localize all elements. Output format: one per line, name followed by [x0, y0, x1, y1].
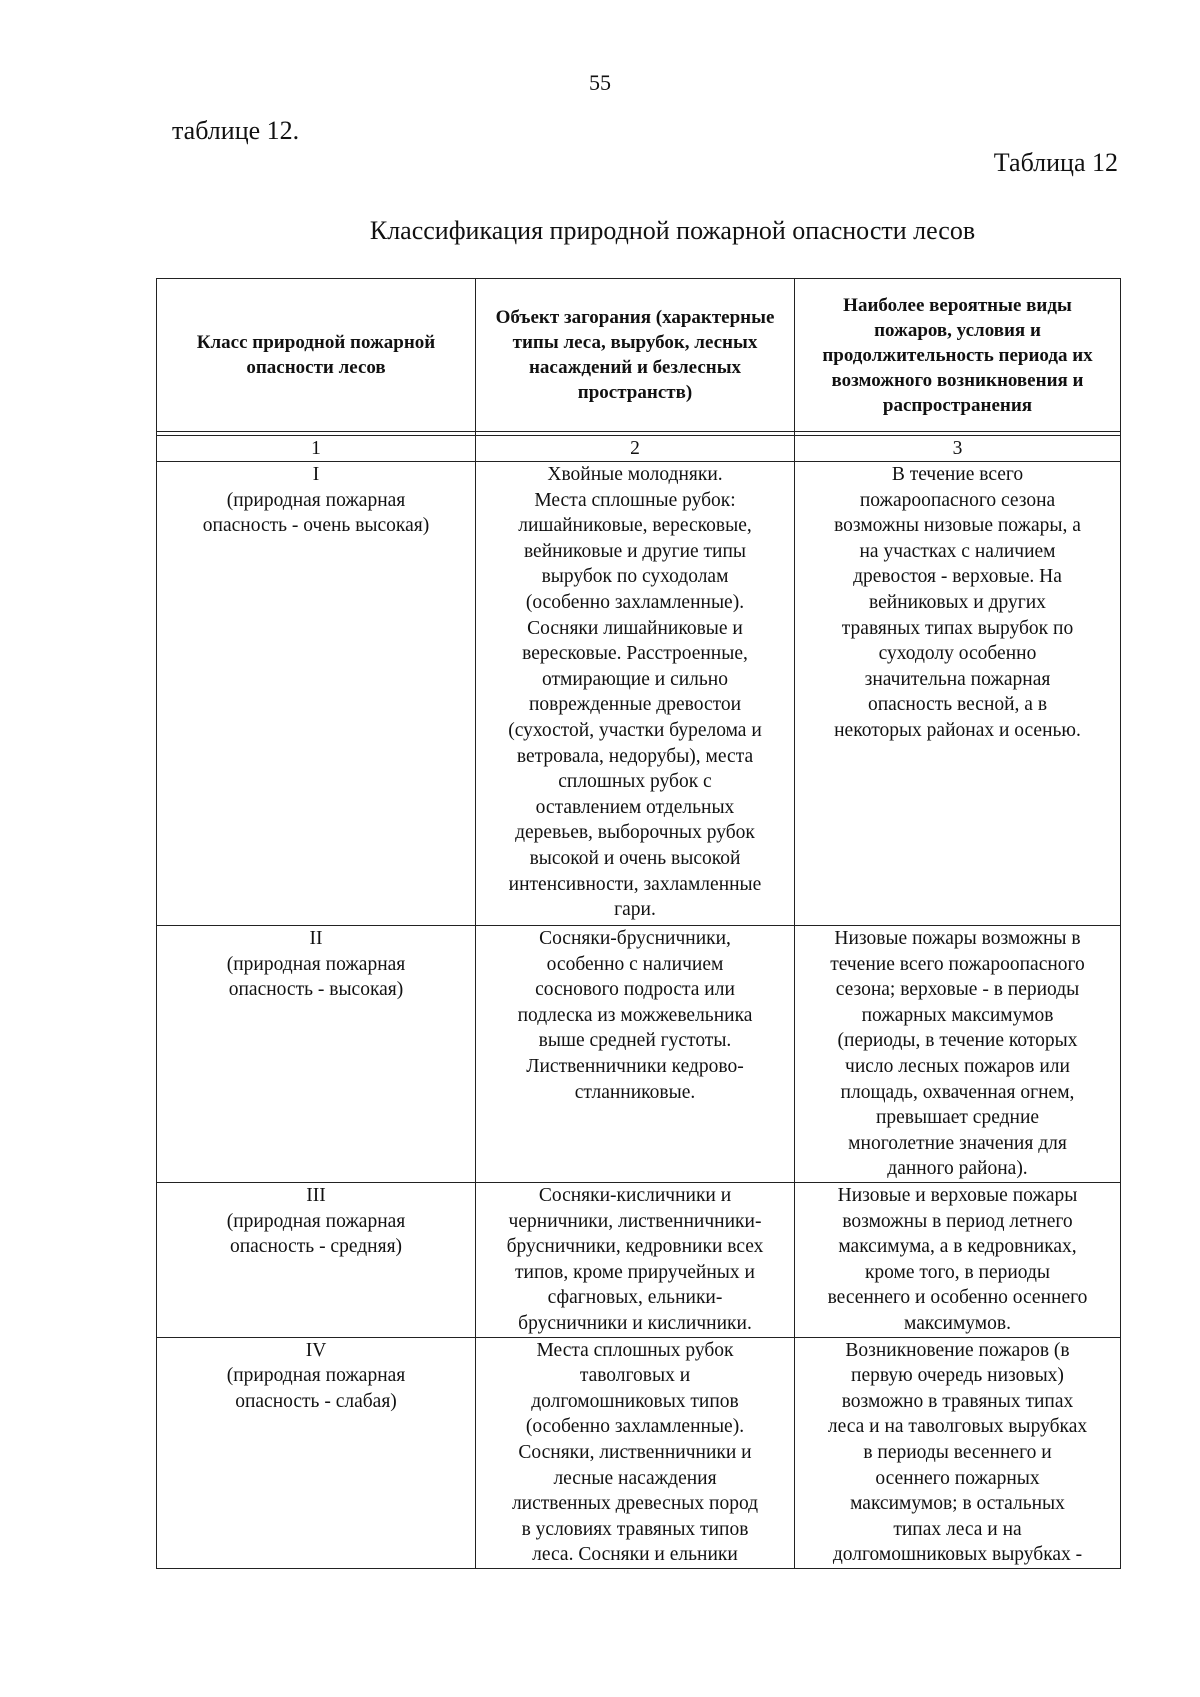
- cell-line: Сосняки лишайниковые и: [527, 617, 743, 639]
- cell-line: травяных типах вырубок по: [841, 617, 1074, 639]
- cell-line: число лесных пожаров или: [845, 1055, 1070, 1077]
- cell-line: леса. Сосняки и ельники: [532, 1544, 738, 1566]
- cell-line: Лиственничники кедрово-: [526, 1055, 744, 1077]
- cell-line: Низовые и верховые пожары: [837, 1185, 1078, 1206]
- cell-line: первую очередь низовых): [851, 1365, 1064, 1387]
- class-cell: [157, 1183, 476, 1338]
- cell-line: (особенно захламленные).: [525, 1416, 745, 1438]
- cell-line: возможны в период летнего: [842, 1210, 1073, 1232]
- cell-line: поврежденные древостои: [528, 694, 742, 716]
- table-row: [157, 1183, 1121, 1338]
- table-title: Классификация природной пожарной опасности лесов: [369, 216, 976, 245]
- fire-danger-table: [156, 278, 1121, 1569]
- cell-line: опасность - высокая): [228, 979, 404, 1001]
- column-numbers-row: [157, 436, 1121, 462]
- cell-line: выше средней густоты.: [538, 1030, 732, 1052]
- object-cell: [476, 462, 795, 926]
- cell-line: пожарных максимумов: [861, 1004, 1054, 1026]
- cell-line: леса и на таволговых вырубках: [827, 1416, 1088, 1438]
- column-number: 1: [157, 436, 476, 462]
- cell-line: IV: [305, 1339, 327, 1361]
- header-object: Объект загорания (характерные типы леса, вырубок, лесных насаждений и безлесных пространств): [476, 279, 795, 432]
- cell-line: Низовые пожары возможны в: [834, 928, 1081, 949]
- cell-line: Хвойные молодняки.: [547, 464, 723, 485]
- cell-line: типах леса и на: [893, 1518, 1022, 1540]
- cell-line: многолетние значения для: [848, 1132, 1067, 1154]
- column-number: 3: [795, 436, 1121, 462]
- cell-line: соснового подроста или: [535, 979, 735, 1001]
- cell-line: особенно с наличием: [546, 953, 724, 975]
- column-number: 2: [476, 436, 795, 462]
- cell-line: вейниковых и других: [869, 591, 1046, 613]
- cell-line: сфагновых, ельники-: [547, 1287, 723, 1309]
- cell-line: сплошных рубок с: [558, 771, 712, 793]
- cell-line: (природная пожарная: [226, 489, 406, 511]
- cell-line: Возникновение пожаров (в: [845, 1339, 1070, 1361]
- cell-line: лиственных древесных пород: [511, 1493, 759, 1515]
- cell-line: типов, кроме приручейных и: [515, 1261, 755, 1283]
- cell-line: отмирающие и сильно: [542, 668, 728, 690]
- table-caption: Таблица 12: [993, 148, 1118, 177]
- header-fires: Наиболее вероятные виды пожаров, условия и продолжительность периода их возможного возникновения и распространения: [795, 279, 1121, 432]
- cell-line: I: [312, 464, 320, 485]
- cell-line: Сосняки-кисличники и: [538, 1185, 732, 1206]
- lead-text: таблице 12.: [172, 116, 300, 145]
- cell-line: превышает средние: [875, 1107, 1040, 1129]
- cell-line: течение всего пожароопасного: [830, 953, 1085, 975]
- cell-line: весеннего и особенно осеннего: [827, 1287, 1088, 1309]
- object-cell: [476, 926, 795, 1183]
- cell-line: данного района).: [887, 1158, 1028, 1180]
- cell-line: Места сплошных рубок: [536, 1339, 734, 1361]
- cell-line: лишайниковые, вересковые,: [518, 515, 752, 537]
- cell-line: в периоды весеннего и: [863, 1441, 1052, 1463]
- cell-line: суходолу особенно: [878, 643, 1037, 665]
- cell-line: кроме того, в периоды: [864, 1261, 1051, 1283]
- cell-line: на участках с наличием: [859, 540, 1056, 562]
- cell-line: вырубок по суходолам: [541, 566, 729, 588]
- class-cell: [157, 1337, 476, 1568]
- cell-line: опасность - слабая): [235, 1390, 397, 1412]
- cell-line: стланниковые.: [574, 1081, 696, 1103]
- cell-line: В течение всего: [891, 464, 1024, 485]
- cell-line: осеннего пожарных: [875, 1467, 1040, 1489]
- cell-line: (сухостой, участки бурелома и: [508, 719, 762, 741]
- cell-line: в условиях травяных типов: [521, 1518, 749, 1540]
- cell-line: возможно в травяных типах: [841, 1390, 1074, 1412]
- cell-line: вересковые. Расстроенные,: [522, 643, 748, 665]
- cell-line: (природная пожарная: [226, 1365, 406, 1387]
- cell-line: некоторых районах и осенью.: [834, 719, 1081, 741]
- object-cell: [476, 1183, 795, 1338]
- cell-line: сезона; верховые - в периоды: [835, 979, 1080, 1001]
- cell-line: опасность - средняя): [229, 1236, 403, 1258]
- cell-line: ветровала, недорубы), места: [516, 745, 754, 767]
- cell-line: лесные насаждения: [553, 1467, 717, 1489]
- fires-cell: [795, 926, 1121, 1183]
- cell-line: таволговых и: [579, 1365, 691, 1387]
- cell-line: II: [309, 928, 323, 949]
- fires-cell: [795, 462, 1121, 926]
- cell-line: площадь, охваченная огнем,: [840, 1081, 1075, 1103]
- cell-line: долгомошниковых вырубках -: [832, 1544, 1083, 1566]
- cell-line: брусничники и кисличники.: [518, 1312, 752, 1334]
- cell-line: брусничники, кедровники всех: [506, 1236, 764, 1258]
- table-header-row: [157, 279, 1121, 432]
- cell-line: Места сплошные рубок:: [534, 489, 736, 511]
- page-number: 55: [589, 70, 611, 95]
- cell-line: (периоды, в течение которых: [837, 1030, 1078, 1052]
- cell-line: деревьев, выборочных рубок: [515, 822, 755, 844]
- table-row: [157, 926, 1121, 1183]
- cell-line: черничники, лиственничники-: [508, 1210, 762, 1232]
- cell-line: интенсивности, захламленные: [508, 873, 762, 895]
- cell-line: опасность весной, а в: [867, 694, 1048, 716]
- object-cell: [476, 1337, 795, 1568]
- cell-line: древостоя - верховые. На: [853, 566, 1062, 588]
- cell-line: (природная пожарная: [226, 953, 406, 975]
- cell-line: гари.: [614, 899, 656, 921]
- cell-line: Сосняки, лиственничники и: [518, 1441, 752, 1463]
- table-row: [157, 1337, 1121, 1568]
- cell-line: (природная пожарная: [226, 1210, 406, 1232]
- cell-line: максимумов; в остальных: [850, 1493, 1065, 1515]
- cell-line: (особенно захламленные).: [525, 591, 745, 613]
- cell-line: оставлением отдельных: [535, 796, 735, 818]
- cell-line: максимума, а в кедровниках,: [838, 1236, 1077, 1258]
- cell-line: возможны низовые пожары, а: [834, 515, 1081, 537]
- header-class: Класс природной пожарной опасности лесов: [157, 279, 476, 432]
- cell-line: Сосняки-брусничники,: [539, 928, 731, 949]
- class-cell: [157, 462, 476, 926]
- table-row: [157, 462, 1121, 926]
- cell-line: максимумов.: [904, 1312, 1011, 1334]
- cell-line: III: [306, 1185, 326, 1206]
- class-cell: [157, 926, 476, 1183]
- cell-line: подлеска из можжевельника: [517, 1004, 753, 1026]
- cell-line: пожароопасного сезона: [859, 489, 1056, 511]
- cell-line: значительна пожарная: [864, 668, 1051, 690]
- cell-line: высокой и очень высокой: [529, 847, 741, 869]
- cell-line: вейниковые и другие типы: [523, 540, 747, 562]
- fires-cell: [795, 1337, 1121, 1568]
- fires-cell: [795, 1183, 1121, 1338]
- cell-line: долгомошниковых типов: [531, 1390, 739, 1412]
- cell-line: опасность - очень высокая): [202, 515, 430, 537]
